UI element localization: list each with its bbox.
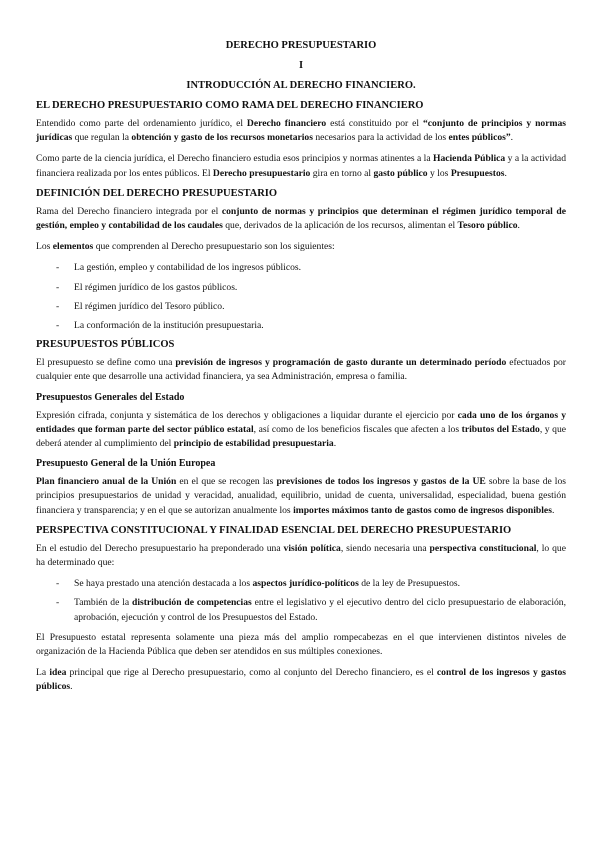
paragraph-rama-derecho: Rama del Derecho financiero integrada por el conjunto de normas y principios que determinan el régimen jurídico temporal de gestión, empleo y contabilidad de los caudales que, derivados de la aplicación de los recursos, alimentan el Tesoro público. bbox=[36, 205, 566, 232]
dash-bullet: - bbox=[56, 281, 60, 293]
subheading-presupuestos-estado: Presupuestos Generales del Estado bbox=[36, 391, 185, 403]
chapter-title: INTRODUCCIÓN AL DERECHO FINANCIERO. bbox=[186, 80, 416, 91]
paragraph-idea-principal: La idea principal que rige al Derecho presupuestario, como al conjunto del Derecho financiero, es el control de los ingresos y gastos públicos. bbox=[36, 667, 566, 693]
section-heading-presupuestos-publicos: PRESUPUESTOS PÚBLICOS bbox=[36, 339, 175, 351]
document-title: DERECHO PRESUPUESTARIO bbox=[225, 40, 377, 51]
section-heading-rama: EL DERECHO PRESUPUESTARIO COMO RAMA DEL DERECHO FINANCIERO bbox=[36, 100, 424, 111]
dash-bullet: - bbox=[56, 262, 60, 274]
paragraph-ciencia-juridica: Como parte de la ciencia jurídica, el Derecho financiero estudia esos principios y normas atinentes a la Hacienda Pública y a la actividad financiera realizada por los entes públicos. El Derecho presupuestario gira en torno al gasto público y los Presupuestos. bbox=[36, 153, 566, 179]
section-heading-perspectiva: PERSPECTIVA CONSTITUCIONAL Y FINALIDAD ESENCIAL DEL DERECHO PRESUPUESTARIO bbox=[36, 524, 512, 536]
paragraph-vision-politica: En el estudio del Derecho presupuestario ha preponderado una visión política, siendo necesaria una perspectiva constitucional, lo que ha determinado que: bbox=[36, 542, 566, 569]
elementos-list bbox=[36, 261, 566, 333]
dash-bullet: - bbox=[56, 578, 60, 590]
paragraph-definicion-derecho-financiero: Entendido como parte del ordenamiento jurídico, el Derecho financiero está constituido por el “conjunto de principios y normas jurídicas que regulan la obtención y gasto de los recursos monetarios necesarios para la actividad de los entes públicos”. bbox=[36, 118, 567, 144]
paragraph-presupuestos-estado: Expresión cifrada, conjunta y sistemática de los derechos y obligaciones a liquidar durante el ejercicio por cada uno de los órganos y entidades que forman parte del sector público estatal, así como de los beneficios fiscales que afecten a los tributos del Estado, y que deberá atender al cumplimiento del principio de estabilidad presupuestaria. bbox=[36, 409, 567, 450]
dash-bullet: - bbox=[56, 300, 60, 312]
paragraph-rompecabezas: El Presupuesto estatal representa solamente una pieza más del amplio rompecabezas en el que intervienen distintos niveles de organización de la Hacienda Pública que deben ser atendidos en sus múltiples conexiones. bbox=[36, 631, 566, 658]
list-item: - El régimen jurídico del Tesoro público. bbox=[36, 300, 566, 314]
list-item: - Se haya prestado una atención destacada a los aspectos jurídico-políticos de la ley de Presupuestos. bbox=[36, 577, 566, 591]
paragraph-elementos: Los elementos que comprenden al Derecho presupuestario son los siguientes: bbox=[36, 241, 335, 253]
paragraph-presupuesto-ue: Plan financiero anual de la Unión en el que se recogen las previsiones de todos los ingresos y gastos de la UE sobre la base de los principios presupuestarios de unidad y veracidad, anualidad, equilibrio, unidad de cuenta, universalidad, especialidad, buena gestión financiera y transparencia; y en el que se autorizan anualmente los importes máximos tanto de gastos como de ingresos disponibles. bbox=[36, 476, 566, 516]
list-item: - También de la distribución de competencias entre el legislativo y el ejecutivo dentro del ciclo presupuestario de elaboración, aprobación, ejecución y control de los Presupuestos del Estado. bbox=[56, 597, 567, 623]
paragraph-presupuesto-definicion: El presupuesto se define como una previsión de ingresos y programación de gasto durante un determinado período efectuados por cualquier ente que desarrolle una actividad financiera, ya sea Administración, empresa o familia. bbox=[36, 357, 567, 383]
dash-bullet: - bbox=[56, 597, 60, 609]
document-body bbox=[36, 40, 566, 702]
perspectiva-list bbox=[36, 577, 566, 625]
list-item: - La conformación de la institución presupuestaria. bbox=[36, 319, 566, 333]
dash-bullet: - bbox=[56, 320, 60, 332]
list-item: - El régimen jurídico de los gastos públicos. bbox=[36, 281, 566, 295]
section-heading-definicion: DEFINICIÓN DEL DERECHO PRESUPUESTARIO bbox=[36, 187, 278, 199]
chapter-number: I bbox=[298, 60, 304, 71]
subheading-presupuesto-ue: Presupuesto General de la Unión Europea bbox=[36, 458, 216, 470]
list-item: - La gestión, empleo y contabilidad de los ingresos públicos. bbox=[36, 261, 566, 275]
